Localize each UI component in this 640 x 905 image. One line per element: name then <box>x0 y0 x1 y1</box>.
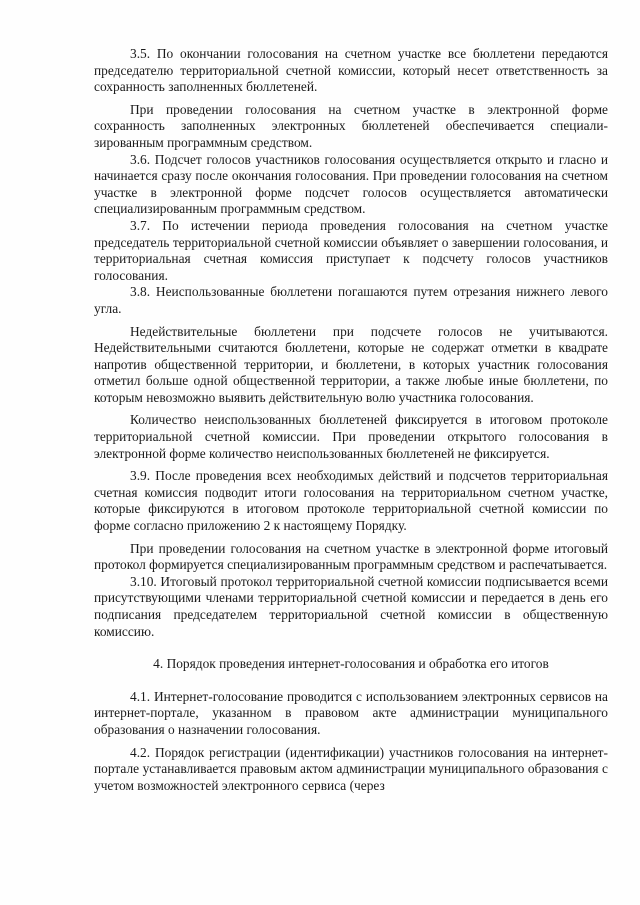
paragraph-3-5: 3.5. По окончании голосования на счетном участке все бюллетени передаются председателю территориальной счетной комиссии, который несет ответственность за сохранность заполненных бюллетеней. <box>94 46 608 95</box>
paragraph-3-6: 3.6. Подсчет голосов участников голосования осуществляется открыто и гласно и начинается сразу после окончания голосования. При проведении голосования на счетном участке в электронной форме подсчет голосов осуществляется автоматически специализированным программным средством. <box>94 151 608 217</box>
paragraph-3-5-electronic: При проведении голосования на счетном участке в электронной форме сохранность заполненных электронных бюллетеней обеспечивается специализированным программным средством. <box>94 101 608 150</box>
paragraph-3-8: 3.8. Неиспользованные бюллетени погашаются путем отрезания нижнего левого угла. <box>94 284 608 316</box>
paragraph-4-1: 4.1. Интернет-голосование проводится с использованием электронных сервисов на интернет-портале, указанном в правовом акте администрации муниципального образования о назначении голосования. <box>94 688 608 737</box>
section-heading: 4. Порядок проведения интернет-голосования и обработка его итогов <box>153 656 549 672</box>
paragraph-3-7: 3.7. По истечении периода проведения голосования на счетном участке председатель территориальной счетной комиссии объявляет о завершении голосования, и территориальная счетная комиссия приступает к подсчету голосов участников голосования. <box>94 217 608 283</box>
paragraph-3-10: 3.10. Итоговый протокол территориальной счетной комиссии подписывается всеми присутствующими членами территориальной счетной комиссии и передается в день его подписания председателем территориальной счетной комиссии в общественную комиссию. <box>94 573 608 639</box>
paragraph-4-2: 4.2. Порядок регистрации (идентификации) участников голосования на интернет-портале устанавливается правовым актом администрации муниципального образования с учетом возможностей электронного сервиса (через <box>94 744 608 793</box>
paragraph-3-8-unused-count: Количество неиспользованных бюллетеней фиксируется в итоговом протоколе территориальной счетной комиссии. При проведении открытого голосования в электронной форме количество неиспользованных бюллетеней не фиксируется. <box>94 412 608 461</box>
document-body <box>94 46 608 794</box>
paragraph-3-8-invalid: Недействительные бюллетени при подсчете голосов не учитываются. Недействительными считаются бюллетени, которые не содержат отметки в квадрате напротив общественной территории, и бюллетени, в которых участник голосования отметил больше одной общественной территории, а также любые иные бюллетени, по которым невозможно выявить действительную волю участника голосования. <box>94 323 608 405</box>
paragraph-3-9-electronic: При проведении голосования на счетном участке в электронной форме итоговый протокол формируется специализированным программным средством и распечатывается. <box>94 540 608 573</box>
paragraph-3-9: 3.9. После проведения всех необходимых действий и подсчетов территориальная счетная комиссия подводит итоги голосования на территориальном счетном участке, которые фиксируются в итоговом протоколе территориальной счетной комиссии по форме согласно приложению 2 к настоящему Порядку. <box>94 468 608 534</box>
